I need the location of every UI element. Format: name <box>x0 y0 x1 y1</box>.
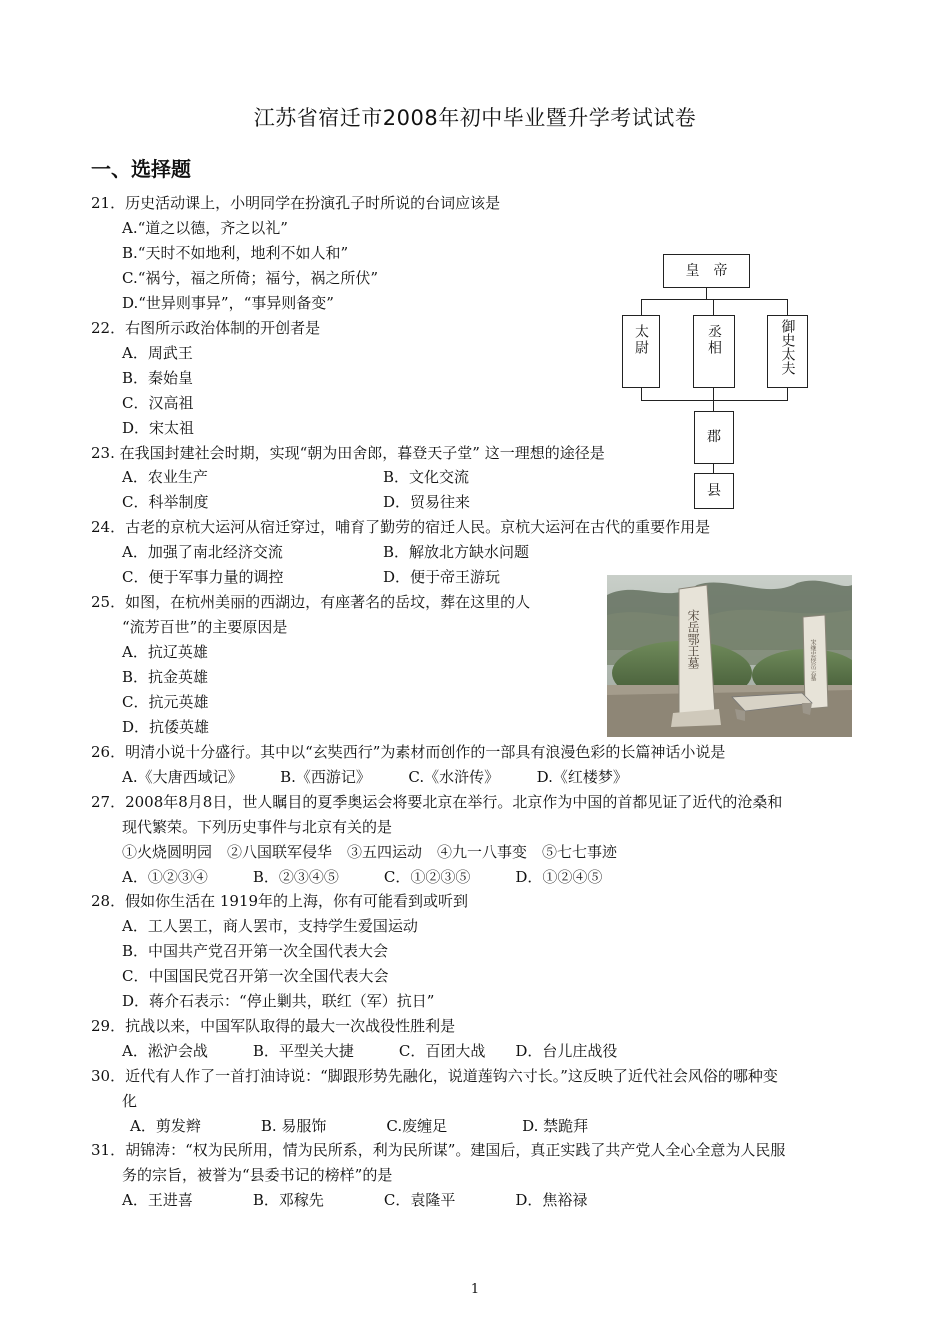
diagram-emperor-box: 皇 帝 <box>663 254 750 288</box>
q21-option-b: B.“天时不如地利，地利不如人和” <box>122 244 349 262</box>
q30-options: A．剪发辫 B. 易服饰 C.废缠足 D. 禁跪拜 <box>130 1117 589 1135</box>
diagram-connector <box>713 388 714 400</box>
q30-stem-line2: 化 <box>122 1092 138 1110</box>
yue-fei-tomb-photo <box>607 575 852 737</box>
diagram-connector <box>641 400 788 401</box>
q27-items: ①火烧圆明园 ②八国联军侵华 ③五四运动 ④九一八事变 ⑤七七事迹 <box>122 843 618 861</box>
q25-option-d: D．抗倭英雄 <box>122 718 210 736</box>
q24-option-a: A．加强了南北经济交流 <box>122 543 283 561</box>
exam-title: 江苏省宿迁市2008年初中毕业暨升学考试试卷 <box>253 106 697 130</box>
q21-option-c: C.“祸兮，福之所倚；福兮，祸之所伏” <box>122 269 379 287</box>
q22-stem: 22．右图所示政治体制的开创者是 <box>91 319 321 337</box>
q25-stem-line2: “流芳百世”的主要原因是 <box>122 618 288 636</box>
q24-option-d: D．便于帝王游玩 <box>383 568 501 586</box>
q22-option-b: B．秦始皇 <box>122 369 194 387</box>
q25-stem-line1: 25．如图，在杭州美丽的西湖边，有座著名的岳坟，葬在这里的人 <box>91 593 531 611</box>
q24-option-c: C．便于军事力量的调控 <box>122 568 284 586</box>
q23-option-c: C．科举制度 <box>122 493 209 511</box>
diagram-connector <box>713 464 714 473</box>
q27-stem-line2: 现代繁荣。下列历史事件与北京有关的是 <box>122 818 393 836</box>
q21-option-d: D.“世异则事异”，“事异则备变” <box>122 294 334 312</box>
q27-stem-line1: 27．2008年8月8日，世人瞩目的夏季奥运会将要北京在举行。北京作为中国的首都见证了近代的沧桑和 <box>91 793 783 811</box>
diagram-connector <box>713 299 714 315</box>
diagram-connector <box>787 388 788 400</box>
q30-stem-line1: 30．近代有人作了一首打油诗说：“脚跟形势先融化，说道莲钩六寸长。”这反映了近代社会风俗的哪种变 <box>91 1067 778 1085</box>
diagram-connector <box>787 299 788 315</box>
q23-option-b: B．文化交流 <box>383 468 470 486</box>
q25-option-c: C．抗元英雄 <box>122 693 209 711</box>
diagram-taiwei-label: 太尉 <box>633 324 649 356</box>
q24-stem: 24．古老的京杭大运河从宿迁穿过，哺育了勤劳的宿迁人民。京杭大运河在古代的重要作用是 <box>91 518 711 536</box>
q31-stem-line2: 务的宗旨，被誉为“县委书记的榜样”的是 <box>122 1166 393 1184</box>
q22-option-a: A．周武王 <box>122 344 193 362</box>
q25-option-b: B．抗金英雄 <box>122 668 209 686</box>
q23-option-a: A．农业生产 <box>122 468 208 486</box>
diagram-jun-box: 郡 <box>694 411 734 464</box>
q28-stem: 28．假如你生活在 1919年的上海，你有可能看到或听到 <box>91 892 469 910</box>
q31-stem-line1: 31．胡锦涛：“权为民所用，情为民所系，利为民所谋”。建国后，真正实践了共产党人全心全意为人民服 <box>91 1141 786 1159</box>
diagram-connector <box>706 288 707 299</box>
q21-option-a: A.“道之以德，齐之以礼” <box>122 219 288 237</box>
q23-option-d: D．贸易往来 <box>383 493 471 511</box>
q28-option-a: A．工人罢工，商人罢市，支持学生爱国运动 <box>122 917 418 935</box>
q28-option-c: C．中国国民党召开第一次全国代表大会 <box>122 967 389 985</box>
q29-options: A．淞沪会战 B．平型关大捷 C．百团大战 D．台儿庄战役 <box>122 1042 618 1060</box>
q22-option-d: D．宋太祖 <box>122 419 195 437</box>
q24-option-b: B．解放北方缺水问题 <box>383 543 530 561</box>
q22-option-c: C．汉高祖 <box>122 394 194 412</box>
diagram-taiwei-box <box>622 315 660 388</box>
q28-option-b: B．中国共产党召开第一次全国代表大会 <box>122 942 389 960</box>
diagram-yushi-label: 御史太夫 <box>779 319 796 375</box>
diagram-yushi-box <box>767 315 808 388</box>
q23-stem: 23. 在我国封建社会时期，实现“朝为田舍郎，暮登天子堂” 这一理想的途径是 <box>91 444 605 462</box>
q27-options: A．①②③④ B．②③④⑤ C．①②③⑤ D．①②④⑤ <box>122 868 603 886</box>
q21-stem: 21．历史活动课上，小明同学在扮演孔子时所说的台词应该是 <box>91 194 501 212</box>
page-number: 1 <box>470 1282 480 1297</box>
diagram-chengxiang-box <box>693 315 735 388</box>
q25-option-a: A．抗辽英雄 <box>122 643 208 661</box>
diagram-xian-box: 县 <box>694 473 734 509</box>
q26-options: A.《大唐西域记》 B.《西游记》 C.《水浒传》 D.《红楼梦》 <box>122 768 628 786</box>
q28-option-d: D．蒋介石表示：“停止剿共，联红（军）抗日” <box>122 992 435 1010</box>
tomb-inscription: 宋岳鄂王墓 <box>686 609 700 669</box>
q26-stem: 26．明清小说十分盛行。其中以“玄奘西行”为素材而创作的一部具有浪漫色彩的长篇神话小说是 <box>91 743 726 761</box>
diagram-connector <box>713 400 714 411</box>
q29-stem: 29．抗战以来，中国军队取得的最大一次战役性胜利是 <box>91 1017 456 1035</box>
tomb-inscription-secondary: 宋继忠侯岳云墓 <box>809 639 816 681</box>
q31-options: A．王进喜 B．邓稼先 C．袁隆平 D．焦裕禄 <box>122 1191 588 1209</box>
diagram-connector <box>641 388 642 400</box>
section-heading: 一、选择题 <box>91 157 191 181</box>
diagram-connector <box>641 299 642 315</box>
diagram-chengxiang-label: 丞相 <box>706 324 722 356</box>
